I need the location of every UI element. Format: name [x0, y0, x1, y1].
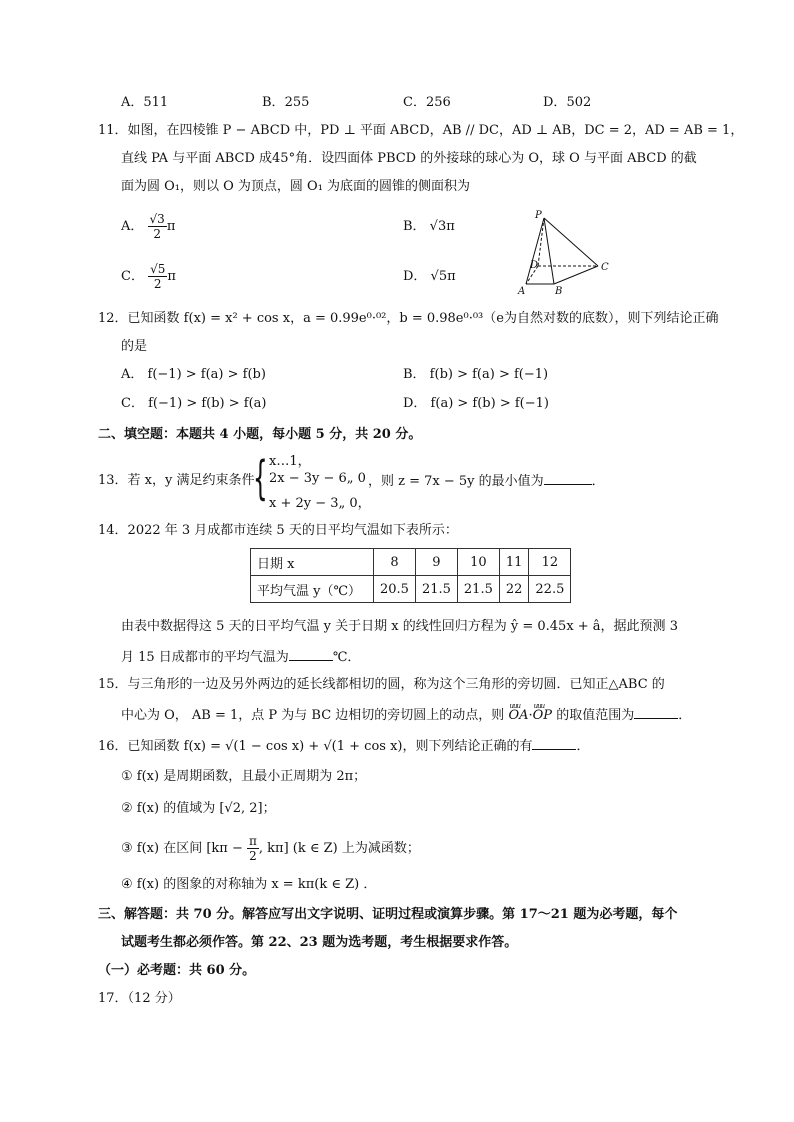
section-2-heading: 二、填空题：本题共 4 小题，每小题 5 分，共 20 分。	[98, 427, 422, 442]
fraction: $\frac{√5}{2}$	[150, 262, 166, 291]
q12-option-c: C． f(−1) > f(b) > f(a)	[121, 396, 267, 411]
temperature-table	[250, 548, 571, 603]
q16-statement-1: ① f(x) 是周期函数，且最小正周期为 2π；	[121, 769, 367, 784]
q11-line3: 面为圆 O₁，则以 O 为顶点，圆 O₁ 为底面的圆锥的侧面积为	[121, 179, 471, 194]
q14-intro: 14．2022 年 3 月成都市连续 5 天的日平均气温如下表所示：	[98, 523, 458, 538]
q11-option-d: D． √5π	[403, 269, 456, 284]
q11-line2: 直线 PA 与平面 ABCD 成45°角．设四面体 PBCD 的外接球的球心为 O，球 O 与平面 ABCD 的截	[121, 151, 697, 166]
subsection-required: （一）必考题：共 60 分。	[98, 963, 256, 978]
label-d: D	[530, 260, 539, 271]
q11-option-a: A． $\frac{√3}{2}$ π	[121, 212, 176, 241]
answer-blank	[532, 737, 576, 750]
q16-statement-3: ③ f(x) 在区间 [kπ − $\frac{\pi}{2}$ , kπ] (k ∈ Z) 上为减函数；	[121, 834, 420, 863]
q10-option-b: B．255	[262, 95, 310, 110]
q11-option-b: B． √3π	[403, 219, 455, 234]
q12-option-a: A． f(−1) > f(a) > f(b)	[121, 367, 266, 382]
q12-option-d: D． f(a) > f(b) > f(−1)	[403, 396, 549, 411]
q17-heading: 17．（12 分）	[98, 991, 181, 1006]
q15-line2: 中心为 O， AB = 1，点 P 为与 BC 边相切的旁切圆上的动点，则 uuu OA·uuu OP 的取值范围为 ．	[121, 706, 691, 725]
q10-option-c: C．256	[403, 95, 451, 110]
q14-line1: 由表中数据得这 5 天的日平均气温 y 关于日期 x 的线性回归方程为 ŷ = 0.45x + â，据此预测 3	[121, 619, 678, 634]
fraction: $\frac{\pi}{2}$	[249, 834, 257, 863]
pyramid-figure	[510, 206, 620, 298]
section-3-heading-line1: 三、解答题：共 70 分。解答应写出文字说明、证明过程或演算步骤。第 17～21 题为必考题，每个	[98, 907, 678, 922]
q10-option-a: A．511	[121, 95, 169, 110]
q14-line2: 月 15 日成都市的平均气温为 ℃．	[121, 650, 361, 665]
label-b: B	[555, 286, 563, 297]
answer-blank	[289, 648, 333, 661]
q13-prefix: 13．若 x，y 满足约束条件	[98, 473, 255, 488]
vector-op: uuu OP	[533, 707, 552, 725]
table-row: 日期 x 8 9 10 11 12	[251, 549, 571, 576]
q15-line1: 15．与三角形的一边及另外两边的延长线都相切的圆，称为这个三角形的旁切圆．已知正△ABC 的	[98, 677, 665, 692]
q11-option-c: C． $\frac{√5}{2}$ π	[121, 262, 176, 291]
q10-option-d: D．502	[543, 95, 592, 110]
q16-statement-4: ④ f(x) 的图象的对称轴为 x = kπ(k ∈ Z) ．	[121, 877, 377, 892]
left-brace: {	[253, 451, 268, 505]
answer-blank	[634, 706, 678, 719]
q16-line1: 16．已知函数 f(x) = √(1 − cos x) + √(1 + cos x)，则下列结论正确的有 ．	[98, 739, 590, 754]
q12-line2: 的是	[121, 339, 148, 354]
table-row: 平均气温 y（℃） 20.5 21.5 21.5 22 22.5	[251, 576, 571, 603]
q11-line1: 11．如图，在四棱锥 P − ABCD 中，PD ⊥ 平面 ABCD，AB // DC，AD ⊥ AB，DC = 2，AD = AB = 1，	[98, 123, 744, 138]
section-3-heading-line2: 试题考生都必须作答。第 22、23 题为选考题，考生根据要求作答。	[121, 935, 518, 950]
vector-oa: uuu OA	[508, 707, 528, 725]
q16-statement-2: ② f(x) 的值域为 [√2, 2]；	[121, 801, 276, 816]
q12-option-b: B． f(b) > f(a) > f(−1)	[403, 367, 549, 382]
constraint-system: { x…1， 2x − 3y − 6„ 0 x + 2y − 3„ 0，	[253, 451, 371, 511]
fraction: $\frac{√3}{2}$	[149, 212, 165, 241]
label-p: P	[535, 210, 542, 221]
label-a: A	[518, 286, 526, 297]
q13-suffix: ，则 z = 7x − 5y 的最小值为 ．	[368, 474, 605, 489]
answer-blank	[544, 472, 592, 485]
q12-line1: 12．已知函数 f(x) = x² + cos x，a = 0.99e⁰·⁰²，b = 0.98e⁰·⁰³（e为自然对数的底数），则下列结论正确	[98, 311, 719, 326]
label-c: C	[601, 262, 609, 273]
